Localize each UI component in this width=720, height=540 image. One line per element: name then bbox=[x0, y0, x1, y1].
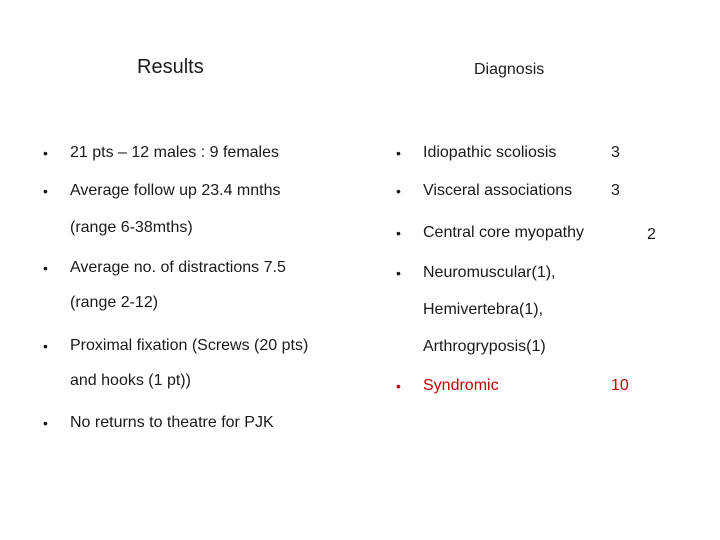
diagnosis-item-arthrogryposis: Arthrogryposis(1) bbox=[423, 338, 546, 355]
diagnosis-count-visceral: 3 bbox=[611, 182, 620, 199]
bullet-icon: • bbox=[43, 183, 48, 199]
results-item-1: 21 pts – 12 males : 9 females bbox=[70, 144, 279, 161]
bullet-icon: • bbox=[396, 265, 401, 281]
results-item-3-detail: (range 2-12) bbox=[70, 294, 159, 311]
diagnosis-item-neuromuscular: Neuromuscular(1), bbox=[423, 264, 556, 281]
results-item-5: No returns to theatre for PJK bbox=[70, 414, 274, 431]
diagnosis-item-central-core: Central core myopathy bbox=[423, 224, 584, 241]
diagnosis-count-idiopathic: 3 bbox=[611, 144, 620, 161]
diagnosis-count-central-core: 2 bbox=[647, 226, 656, 243]
bullet-icon: • bbox=[396, 378, 401, 394]
results-item-4-detail: and hooks (1 pt)) bbox=[70, 372, 191, 389]
bullet-icon: • bbox=[43, 415, 48, 431]
bullet-icon: • bbox=[43, 260, 48, 276]
diagnosis-item-hemivertebra: Hemivertebra(1), bbox=[423, 301, 544, 318]
diagnosis-item-idiopathic: Idiopathic scoliosis bbox=[423, 144, 557, 161]
bullet-icon: • bbox=[396, 225, 401, 241]
bullet-icon: • bbox=[396, 183, 401, 199]
diagnosis-item-visceral: Visceral associations bbox=[423, 182, 573, 199]
results-item-3: Average no. of distractions 7.5 bbox=[70, 259, 286, 276]
results-item-2-detail: (range 6-38mths) bbox=[70, 219, 193, 236]
results-item-4: Proximal fixation (Screws (20 pts) bbox=[70, 337, 309, 354]
bullet-icon: • bbox=[43, 338, 48, 354]
diagnosis-count-syndromic: 10 bbox=[611, 377, 629, 394]
bullet-icon: • bbox=[43, 145, 48, 161]
results-item-2: Average follow up 23.4 mnths bbox=[70, 182, 281, 199]
results-title: Results bbox=[137, 56, 204, 78]
diagnosis-item-syndromic: Syndromic bbox=[423, 377, 499, 394]
diagnosis-title: Diagnosis bbox=[474, 61, 545, 78]
bullet-icon: • bbox=[396, 145, 401, 161]
